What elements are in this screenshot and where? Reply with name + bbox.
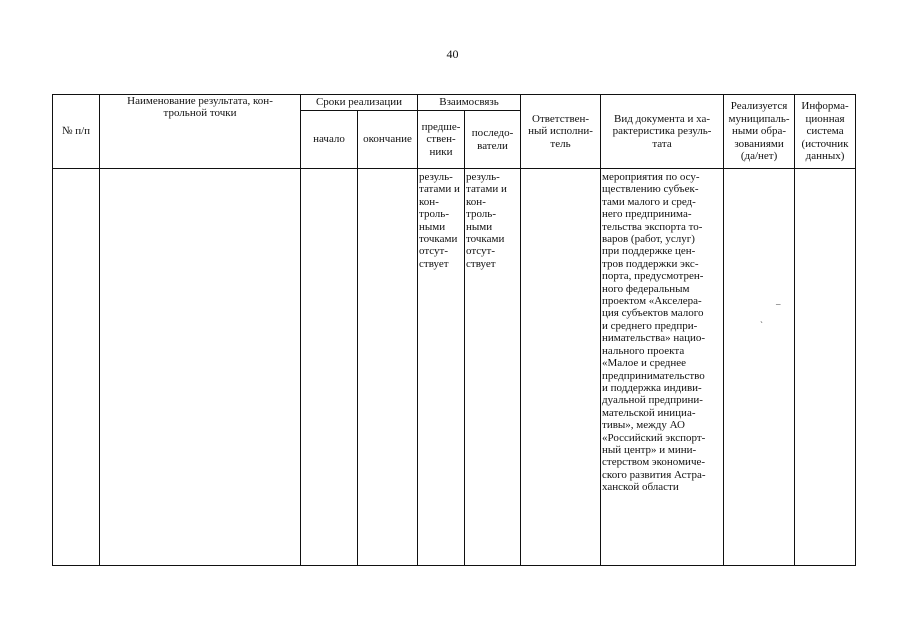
- header-relation: Взаимосвязь: [418, 95, 521, 111]
- cell-name: [100, 169, 301, 566]
- cell-document: мероприятия по осу- ществлению субъек- тами малого и сред- него предпринима- тельства экспорта то- варов (работ, услуг) при поддержке цен- тров поддержки экс- порта, предусмотрен- ного федеральным проектом «Акселера- ция субъектов малого и среднего предпри- нимательства» нацио- нального проекта «Малое и среднее предпринимательство и поддержка индиви- дуальной предприни- мательской инициа- тивы», между АО «Российский экспорт- ный центр» и мини- стерством экономиче- ского развития Астра- ханской области: [601, 169, 724, 566]
- header-executor: Ответствен- ный исполни- тель: [521, 95, 601, 169]
- cell-num: [53, 169, 100, 566]
- header-predecessors: предше- ствен- ники: [418, 111, 465, 169]
- header-name: Наименование результата, кон- трольной точки: [100, 95, 301, 169]
- cell-successors: резуль- татами и кон- троль- ными точками отсут- ствует: [465, 169, 521, 566]
- cell-info-system: [795, 169, 856, 566]
- header-start: начало: [301, 111, 358, 169]
- header-terms: Сроки реализации: [301, 95, 418, 111]
- header-info-system: Информа- ционная система (источник данных): [795, 95, 856, 169]
- scan-speck: ‒: [776, 299, 781, 309]
- page-number: 40: [446, 47, 459, 61]
- header-row-1: [53, 95, 856, 111]
- plan-table: [52, 94, 856, 566]
- header-num: № п/п: [53, 95, 100, 169]
- header-end: окончание: [358, 111, 418, 169]
- cell-municipal: [724, 169, 795, 566]
- header-successors: последо- ватели: [465, 111, 521, 169]
- header-municipal: Реализуется муниципаль- ными обра- зованиями (да/нет): [724, 95, 795, 169]
- cell-predecessors: резуль- татами и кон- троль- ными точками отсут- ствует: [418, 169, 465, 566]
- cell-start: [301, 169, 358, 566]
- table-row: [53, 169, 856, 566]
- cell-end: [358, 169, 418, 566]
- cell-executor: [521, 169, 601, 566]
- scan-speck: ˏ: [760, 313, 763, 323]
- header-document: Вид документа и ха- рактеристика резуль- тата: [601, 95, 724, 169]
